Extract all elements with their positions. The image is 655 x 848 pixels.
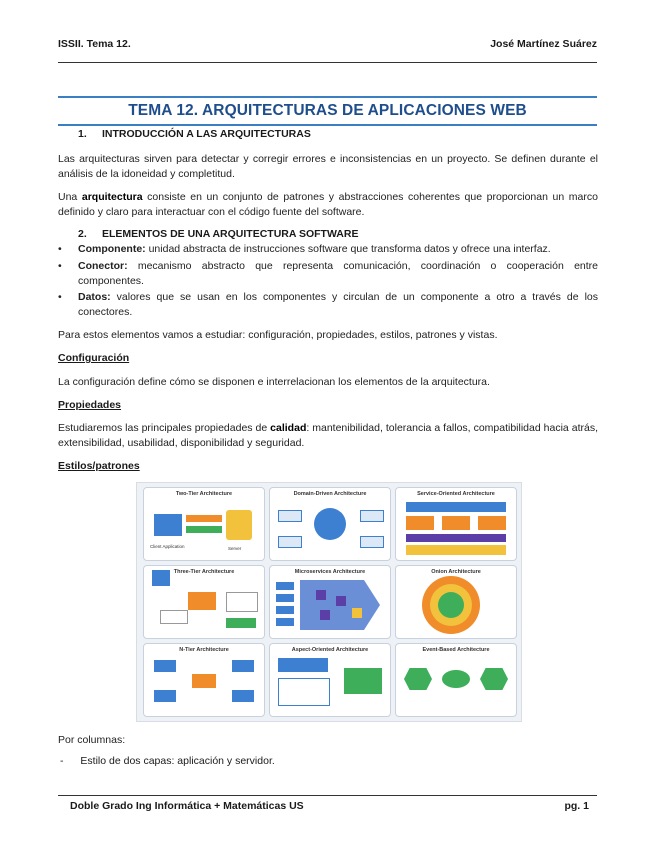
header-author: José Martínez Suárez <box>490 38 597 50</box>
architecture-styles-figure <box>136 482 522 722</box>
service-bus-bar <box>406 534 506 542</box>
diagram-aspect-oriented <box>269 643 391 717</box>
service-box <box>442 516 470 530</box>
service-box <box>406 516 434 530</box>
bold-term: Datos: <box>78 291 111 303</box>
client-box <box>276 582 294 590</box>
page-footer <box>70 800 589 812</box>
subheading-propiedades: Propiedades <box>58 399 122 411</box>
server-label: Server <box>228 546 242 551</box>
page-title: TEMA 12. ARQUITECTURAS DE APLICACIONES WEB <box>128 102 527 119</box>
client-box <box>276 618 294 626</box>
domain-box <box>360 510 384 522</box>
event-consumer-hex <box>480 668 508 690</box>
tier-box <box>154 660 176 672</box>
text: consiste en un conjunto de patrones y abstracciones coherentes que proporcionan un marco definido y claro para interactuar con el código fuente del software. <box>58 191 598 218</box>
aspect-box <box>278 678 330 706</box>
tier-box <box>232 690 254 702</box>
service-node <box>336 596 346 606</box>
client-label: Client Application <box>150 544 185 549</box>
dash-item-text: Estilo de dos capas: aplicación y servidor. <box>80 755 275 767</box>
header-left: ISSII. Tema 12. <box>58 38 131 50</box>
domain-core-circle <box>314 508 346 540</box>
data-layer-bar <box>406 545 506 555</box>
diagram-title: Aspect-Oriented Architecture <box>291 647 369 653</box>
diagram-two-tier <box>143 487 265 561</box>
page-header <box>58 38 597 52</box>
text: unidad abstracta de instrucciones software que transforma datos y ofrece una interfaz. <box>145 243 551 255</box>
paragraph-intro: Las arquitecturas sirven para detectar y corregir errores e inconsistencias en un proyecto. Se definen durante el análisis de la idoneidad y completitud. <box>58 153 598 180</box>
diagram-title: N-Tier Architecture <box>179 647 229 653</box>
service-node <box>316 590 326 600</box>
domain-box <box>278 510 302 522</box>
event-producer-hex <box>404 668 432 690</box>
client-app-box <box>154 514 182 536</box>
database-icon <box>226 510 252 540</box>
onion-core <box>438 592 464 618</box>
diagram-title: Two-Tier Architecture <box>175 491 233 497</box>
diagram-title: Onion Architecture <box>431 569 481 575</box>
paragraph-elements: Para estos elementos vamos a estudiar: configuración, propiedades, estilos, patrones y vistas. <box>58 329 498 341</box>
text: : mantenibilidad, tolerancia a fallos, compatibilidad hacia atrás, extensibilidad, usabilidad, disponibilidad y seguridad. <box>58 422 599 449</box>
tier-box <box>232 660 254 672</box>
header-divider <box>58 62 597 63</box>
diagram-title: Three-Tier Architecture <box>173 569 235 575</box>
domain-box <box>278 536 302 548</box>
note-box <box>226 592 258 612</box>
service-node <box>320 610 330 620</box>
footer-left: Doble Grado Ing Informática + Matemáticas US <box>70 800 304 812</box>
response-arrow <box>186 526 222 533</box>
diagram-onion <box>395 565 517 639</box>
core-module-box <box>344 668 382 694</box>
event-channel-node <box>442 670 470 688</box>
bullet-icon: • <box>58 243 62 255</box>
domain-box <box>360 536 384 548</box>
title-box <box>58 96 597 126</box>
section-title: ELEMENTOS DE UNA ARQUITECTURA SOFTWARE <box>102 228 359 240</box>
bold-term: calidad <box>270 422 307 434</box>
bold-term: Conector: <box>78 260 128 272</box>
section-heading-1 <box>78 128 311 140</box>
list-item <box>58 242 598 257</box>
bullet-icon: • <box>58 260 62 272</box>
diagram-title: Service-Oriented Architecture <box>417 491 495 497</box>
diagram-service-oriented <box>395 487 517 561</box>
section-number: 1. <box>78 128 87 140</box>
diagram-domain-driven <box>269 487 391 561</box>
dash-icon: - <box>60 755 64 767</box>
footer-divider <box>58 795 597 796</box>
page-number: pg. 1 <box>564 800 589 812</box>
diagram-title: Microservices Architecture <box>294 569 366 575</box>
text: Una <box>58 191 82 203</box>
app-server-box <box>188 592 216 610</box>
diagram-microservices <box>269 565 391 639</box>
paragraph-por-columnas: Por columnas: <box>58 734 126 746</box>
client-box <box>276 606 294 614</box>
paragraph-propiedades <box>58 421 598 451</box>
database-box <box>226 618 256 628</box>
paragraph-definition <box>58 190 598 220</box>
subheading-configuracion: Configuración <box>58 352 130 364</box>
client-box <box>152 570 170 586</box>
list-item <box>58 290 598 320</box>
bold-term: Componente: <box>78 243 146 255</box>
bold-term: arquitectura <box>81 191 143 203</box>
diagram-title: Domain-Driven Architecture <box>293 491 367 497</box>
bullet-icon: • <box>58 291 62 303</box>
tier-box <box>154 690 176 702</box>
section-number: 2. <box>78 228 87 240</box>
text: mecanismo abstracto que representa comunicación, coordinación o cooperación entre componentes. <box>78 260 598 287</box>
request-arrow <box>186 515 222 522</box>
aspect-box <box>278 658 328 672</box>
list-item <box>58 259 598 289</box>
service-node <box>352 608 362 618</box>
note-box <box>160 610 188 624</box>
section-heading-2 <box>78 228 358 240</box>
dash-list-item <box>60 755 275 767</box>
text: Estudiaremos las principales propiedades de <box>58 422 271 434</box>
paragraph-configuracion: La configuración define cómo se disponen e interrelacionan los elementos de la arquitectura. <box>58 376 490 388</box>
client-box <box>276 594 294 602</box>
subheading-estilos: Estilos/patrones <box>58 460 140 472</box>
central-server-box <box>192 674 216 688</box>
diagram-n-tier <box>143 643 265 717</box>
section-title: INTRODUCCIÓN A LAS ARQUITECTURAS <box>102 128 311 140</box>
diagram-event-based <box>395 643 517 717</box>
diagram-three-tier <box>143 565 265 639</box>
diagram-title: Event-Based Architecture <box>422 647 490 653</box>
consumer-bar <box>406 502 506 512</box>
text: valores que se usan en los componentes y circulan de un componente a otro a través de los conectores. <box>78 291 598 318</box>
service-box <box>478 516 506 530</box>
